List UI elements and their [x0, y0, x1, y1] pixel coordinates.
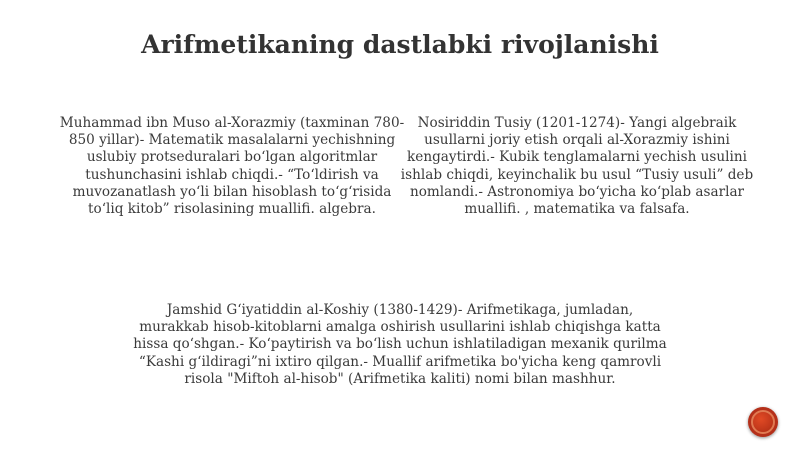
- text-block-al-koshiy: Jamshid G‘iyatiddin al-Koshiy (1380-1429)- Arifmetikaga, jumladan, murakkab hisob-kitoblarni amalga oshirish usullarini ishlab chiqishga katta hissa qo‘shgan.- Ko‘paytirish va bo‘lish uchun ishlatiladigan mexanik qurilma “Kashi g‘ildiragi”ni ixtiro qilgan.- Muallif arifmetika bo'yicha keng qamrovli risola "Miftoh al-hisob" (Arifmetika kaliti) nomi bilan mashhur.: [133, 302, 667, 387]
- next-slide-button[interactable]: [748, 407, 778, 437]
- slide-title: Arifmetikaning dastlabki rivojlanishi: [141, 30, 659, 59]
- circle-icon: [751, 410, 775, 434]
- text-block-al-xorazmiy: Muhammad ibn Muso al-Xorazmiy (taxminan 780-850 yillar)- Matematik masalalarni yechishning uslubiy protseduralari bo‘lgan algoritmlar tushunchasini ishlab chiqdi.- “To‘ldirish va muvozanatlash yo‘li bilan hisoblash to‘g‘risida to‘liq kitob” risolasining muallifi. algebra.: [59, 115, 405, 218]
- text-block-tusiy: Nosiriddin Tusiy (1201-1274)- Yangi algebraik usullarni joriy etish orqali al-Xorazmiy ishini kengaytirdi.- Kubik tenglamalarni yechish usulini ishlab chiqdi, keyinchalik bu usul “Tusiy usuli” deb nomlandi.- Astronomiya bo‘yicha ko‘plab asarlar muallifi. , matematika va falsafa.: [400, 115, 754, 218]
